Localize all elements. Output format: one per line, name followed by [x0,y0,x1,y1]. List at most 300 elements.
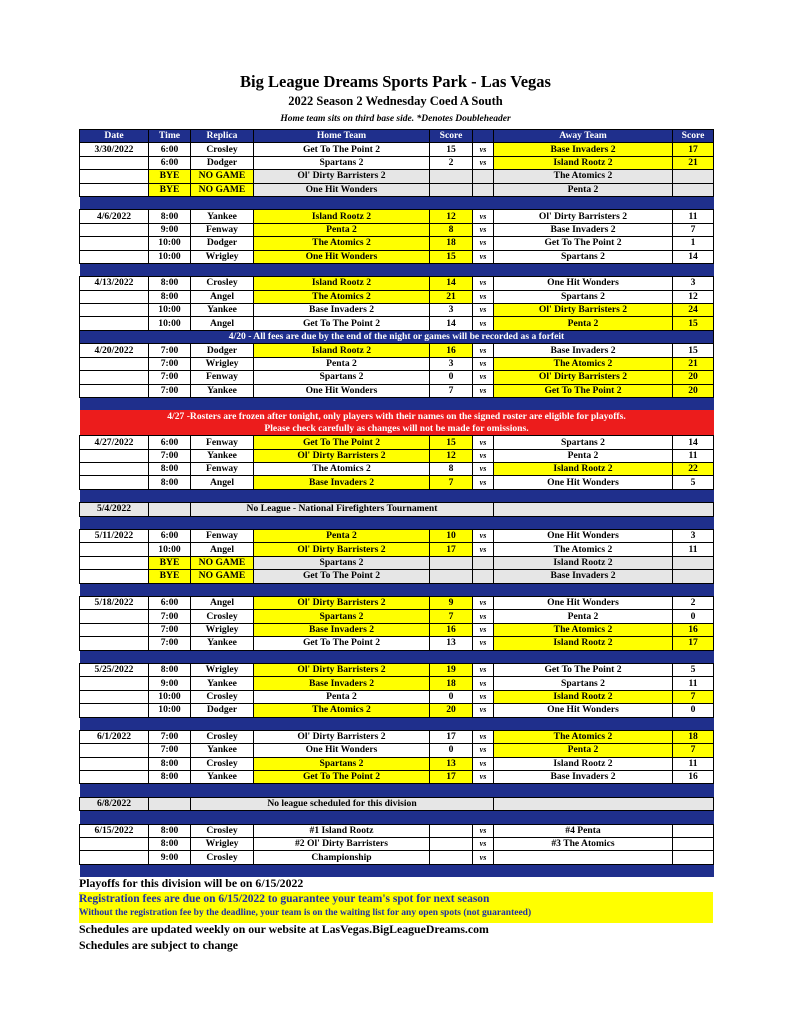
home-score-cell [430,570,473,583]
away-score-cell: 16 [673,623,714,636]
replica-cell: Wrigley [191,623,254,636]
vs-cell: vs [473,143,494,156]
divider-row [80,650,714,663]
vs-cell: vs [473,744,494,757]
vs-cell: vs [473,663,494,676]
vs-cell: vs [473,449,494,462]
notice-text: 4/20 - All fees are due by the end of the night or games will be recorded as a forfeit [80,330,714,344]
home-team-cell: Get To The Point 2 [254,143,430,156]
no-game-label: NO GAME [191,183,254,196]
home-score-cell: 18 [430,237,473,250]
home-team-cell: Island Rootz 2 [254,210,430,223]
time-cell: 10:00 [149,304,191,317]
time-cell: 8:00 [149,824,191,837]
time-cell: 8:00 [149,290,191,303]
game-row [80,371,714,384]
home-score-cell: 0 [430,744,473,757]
divider-row [80,263,714,276]
away-score-cell: 20 [673,371,714,384]
home-team-cell: Island Rootz 2 [254,277,430,290]
game-row [80,357,714,370]
replica-cell: Wrigley [191,357,254,370]
away-score-cell: 21 [673,156,714,169]
home-team-cell: Get To The Point 2 [254,637,430,650]
table-header-row [80,130,714,143]
away-team-cell: Penta 2 [494,317,673,330]
replica-cell: Angel [191,597,254,610]
empty-cell [149,503,191,516]
replica-cell: Angel [191,317,254,330]
empty-cell [494,503,714,516]
game-row [80,156,714,169]
time-cell: 7:00 [149,384,191,397]
divider-cell [80,263,714,276]
time-cell: 7:00 [149,637,191,650]
vs-cell: vs [473,223,494,236]
vs-cell: vs [473,757,494,770]
date-cell: 4/13/2022 [80,277,149,290]
replica-cell: Yankee [191,744,254,757]
date-cell [80,317,149,330]
date-cell [80,757,149,770]
date-cell [80,623,149,636]
game-row [80,250,714,263]
date-cell [80,704,149,717]
date-cell: 6/1/2022 [80,730,149,743]
home-team-cell: #2 Ol' Dirty Barristers [254,838,430,851]
divider-row [80,717,714,730]
replica-cell: Yankee [191,637,254,650]
vs-cell: vs [473,250,494,263]
away-score-cell: 14 [673,436,714,449]
away-score-cell [673,824,714,837]
away-team-cell: Island Rootz 2 [494,690,673,703]
away-score-cell: 12 [673,290,714,303]
replica-cell: Fenway [191,463,254,476]
away-score-cell: 5 [673,663,714,676]
game-row [80,463,714,476]
time-cell: 10:00 [149,250,191,263]
date-cell: 4/6/2022 [80,210,149,223]
replica-cell: Angel [191,543,254,556]
home-team-cell: Penta 2 [254,530,430,543]
home-score-cell [430,851,473,864]
home-score-cell: 18 [430,677,473,690]
date-cell: 5/25/2022 [80,663,149,676]
home-team-cell: Get To The Point 2 [254,317,430,330]
date-cell: 3/30/2022 [80,143,149,156]
divider-row [80,196,714,209]
home-score-cell: 14 [430,317,473,330]
replica-cell: Dodger [191,156,254,169]
home-team-cell: Ol' Dirty Barristers 2 [254,663,430,676]
home-score-cell: 7 [430,384,473,397]
away-score-cell: 11 [673,543,714,556]
vs-cell [473,556,494,569]
away-team-cell: Base Invaders 2 [494,143,673,156]
away-team-cell: Get To The Point 2 [494,237,673,250]
away-team-cell: Spartans 2 [494,677,673,690]
away-score-cell [673,570,714,583]
away-score-cell: 7 [673,690,714,703]
away-team-cell: Base Invaders 2 [494,570,673,583]
home-score-cell: 12 [430,210,473,223]
date-cell: 5/11/2022 [80,530,149,543]
date-cell [80,449,149,462]
vs-cell: vs [473,838,494,851]
divider-cell [80,650,714,663]
date-cell [80,637,149,650]
home-team-cell: Get To The Point 2 [254,570,430,583]
game-row [80,771,714,784]
away-score-cell: 20 [673,384,714,397]
home-team-cell: One Hit Wonders [254,250,430,263]
date-cell [80,304,149,317]
date-cell [80,556,149,569]
time-cell: 7:00 [149,449,191,462]
home-score-cell: 9 [430,597,473,610]
divider-cell [80,489,714,502]
replica-cell: Yankee [191,449,254,462]
game-row [80,704,714,717]
date-cell [80,156,149,169]
away-team-cell: One Hit Wonders [494,277,673,290]
divider-cell [80,516,714,529]
replica-cell: Crosley [191,277,254,290]
away-team-cell: The Atomics 2 [494,623,673,636]
home-team-cell: Penta 2 [254,357,430,370]
page-title: Big League Dreams Sports Park - Las Vegas [240,72,551,91]
time-cell: 6:00 [149,143,191,156]
divider-row [80,583,714,596]
divider-row [80,397,714,410]
game-row [80,690,714,703]
away-score-cell: 24 [673,304,714,317]
away-team-cell: Island Rootz 2 [494,556,673,569]
game-row [80,744,714,757]
away-team-cell: Ol' Dirty Barristers 2 [494,210,673,223]
replica-cell: Crosley [191,690,254,703]
home-score-cell [430,556,473,569]
vs-cell: vs [473,210,494,223]
col-header-replica: Replica [191,130,254,143]
home-team-cell: Penta 2 [254,690,430,703]
registration-note: Registration fees are due on 6/15/2022 to guarantee your team's spot for next season [79,893,490,905]
away-team-cell: Ol' Dirty Barristers 2 [494,304,673,317]
game-row [80,663,714,676]
away-score-cell: 15 [673,344,714,357]
vs-cell: vs [473,530,494,543]
time-cell: 6:00 [149,156,191,169]
subject-to-change-note: Schedules are subject to change [79,938,239,952]
vs-cell: vs [473,704,494,717]
away-score-cell: 11 [673,677,714,690]
home-team-cell: One Hit Wonders [254,183,430,196]
home-score-cell: 0 [430,690,473,703]
replica-cell: Fenway [191,371,254,384]
home-team-cell: The Atomics 2 [254,237,430,250]
date-cell [80,690,149,703]
away-score-cell: 11 [673,449,714,462]
date-cell: 5/4/2022 [80,503,149,516]
game-row [80,436,714,449]
no-game-label: NO GAME [191,570,254,583]
vs-cell: vs [473,344,494,357]
replica-cell: Crosley [191,610,254,623]
time-cell: 10:00 [149,543,191,556]
vs-cell: vs [473,677,494,690]
date-cell: 4/20/2022 [80,344,149,357]
home-score-cell [430,170,473,183]
home-team-cell: Spartans 2 [254,556,430,569]
replica-cell: Yankee [191,771,254,784]
home-team-cell: Spartans 2 [254,610,430,623]
away-team-cell: Base Invaders 2 [494,771,673,784]
home-score-cell: 10 [430,530,473,543]
page-subtitle: 2022 Season 2 Wednesday Coed A South [288,94,503,108]
vs-cell: vs [473,156,494,169]
col-header-time: Time [149,130,191,143]
vs-cell: vs [473,543,494,556]
game-row [80,543,714,556]
empty-cell [494,797,714,810]
away-team-cell: Island Rootz 2 [494,463,673,476]
vs-cell: vs [473,771,494,784]
game-row [80,824,714,837]
game-row [80,838,714,851]
time-cell: 10:00 [149,690,191,703]
away-score-cell: 5 [673,476,714,489]
vs-cell: vs [473,237,494,250]
home-team-cell: The Atomics 2 [254,463,430,476]
game-row [80,143,714,156]
vs-cell: vs [473,317,494,330]
home-team-cell: Penta 2 [254,223,430,236]
bye-label: BYE [149,183,191,196]
replica-cell: Yankee [191,384,254,397]
home-score-cell: 15 [430,436,473,449]
game-row [80,384,714,397]
vs-cell: vs [473,597,494,610]
date-cell [80,476,149,489]
vs-cell: vs [473,730,494,743]
replica-cell: Fenway [191,436,254,449]
vs-cell: vs [473,290,494,303]
vs-cell: vs [473,610,494,623]
away-team-cell: Spartans 2 [494,290,673,303]
home-score-cell [430,824,473,837]
time-cell: 8:00 [149,838,191,851]
game-row [80,637,714,650]
home-team-cell: Get To The Point 2 [254,436,430,449]
home-score-cell: 3 [430,357,473,370]
game-row [80,476,714,489]
home-team-cell: Ol' Dirty Barristers 2 [254,730,430,743]
replica-cell: Fenway [191,223,254,236]
away-team-cell: One Hit Wonders [494,476,673,489]
away-team-cell: Penta 2 [494,610,673,623]
home-score-cell: 2 [430,156,473,169]
home-team-cell: Spartans 2 [254,371,430,384]
away-score-cell: 3 [673,277,714,290]
home-score-cell: 21 [430,290,473,303]
home-score-cell: 17 [430,543,473,556]
col-header-home: Home Team [254,130,430,143]
bye-row [80,556,714,569]
replica-cell: Crosley [191,730,254,743]
away-team-cell: Ol' Dirty Barristers 2 [494,371,673,384]
away-score-cell: 17 [673,143,714,156]
away-score-cell: 1 [673,237,714,250]
divider-cell [80,717,714,730]
away-score-cell [673,183,714,196]
game-row [80,623,714,636]
date-cell: 5/18/2022 [80,597,149,610]
away-score-cell: 15 [673,317,714,330]
away-team-cell: Island Rootz 2 [494,156,673,169]
away-team-cell: One Hit Wonders [494,597,673,610]
date-cell [80,183,149,196]
date-cell: 4/27/2022 [80,436,149,449]
replica-cell: Wrigley [191,250,254,263]
home-team-cell: Base Invaders 2 [254,476,430,489]
date-cell [80,223,149,236]
alert-text: 4/27 -Rosters are frozen after tonight, only players with their names on the signed roster are eligible for playoffs. [80,410,714,423]
vs-cell: vs [473,304,494,317]
vs-cell: vs [473,436,494,449]
away-team-cell: #3 The Atomics [494,838,673,851]
vs-cell: vs [473,476,494,489]
away-score-cell: 18 [673,730,714,743]
bye-row [80,183,714,196]
replica-cell: Crosley [191,824,254,837]
home-score-cell: 0 [430,371,473,384]
replica-cell: Dodger [191,704,254,717]
away-score-cell [673,170,714,183]
away-team-cell: One Hit Wonders [494,704,673,717]
away-team-cell [494,851,673,864]
time-cell: 7:00 [149,357,191,370]
away-score-cell [673,838,714,851]
away-score-cell: 2 [673,597,714,610]
replica-cell: Crosley [191,757,254,770]
home-score-cell: 17 [430,730,473,743]
time-cell: 9:00 [149,677,191,690]
date-cell [80,677,149,690]
no-game-label: NO GAME [191,170,254,183]
replica-cell: Wrigley [191,663,254,676]
date-cell [80,170,149,183]
home-score-cell: 20 [430,704,473,717]
divider-row [80,784,714,797]
divider-cell [80,784,714,797]
home-score-cell: 7 [430,476,473,489]
bye-label: BYE [149,170,191,183]
no-league-row [80,797,714,810]
home-score-cell: 13 [430,637,473,650]
away-score-cell: 16 [673,771,714,784]
vs-cell: vs [473,690,494,703]
home-score-cell: 16 [430,344,473,357]
vs-cell: vs [473,277,494,290]
no-game-label: NO GAME [191,556,254,569]
home-team-cell: Ol' Dirty Barristers 2 [254,449,430,462]
vs-cell [473,570,494,583]
date-cell [80,610,149,623]
replica-cell: Dodger [191,237,254,250]
vs-cell: vs [473,384,494,397]
away-team-cell: The Atomics 2 [494,730,673,743]
col-header-home-score: Score [430,130,473,143]
time-cell: 8:00 [149,476,191,489]
alert-row [80,410,714,423]
away-score-cell: 11 [673,210,714,223]
time-cell: 8:00 [149,757,191,770]
replica-cell: Yankee [191,677,254,690]
game-row [80,304,714,317]
time-cell: 7:00 [149,344,191,357]
vs-cell: vs [473,357,494,370]
time-cell: 7:00 [149,730,191,743]
game-row [80,677,714,690]
vs-cell: vs [473,637,494,650]
replica-cell: Wrigley [191,838,254,851]
replica-cell: Crosley [191,143,254,156]
date-cell [80,463,149,476]
home-team-cell: Base Invaders 2 [254,677,430,690]
date-cell [80,744,149,757]
home-score-cell: 15 [430,143,473,156]
no-league-row [80,503,714,516]
bye-row [80,570,714,583]
date-cell: 6/8/2022 [80,797,149,810]
game-row [80,757,714,770]
replica-cell: Yankee [191,304,254,317]
vs-cell: vs [473,851,494,864]
away-team-cell: Base Invaders 2 [494,223,673,236]
vs-cell [473,170,494,183]
website-note: Schedules are updated weekly on our website at LasVegas.BigLeagueDreams.com [79,922,489,936]
vs-cell: vs [473,371,494,384]
home-team-cell: Championship [254,851,430,864]
col-header-date: Date [80,130,149,143]
home-score-cell: 15 [430,250,473,263]
schedule-table [79,129,714,877]
away-team-cell: Spartans 2 [494,250,673,263]
time-cell: 10:00 [149,237,191,250]
home-team-cell: Ol' Dirty Barristers 2 [254,543,430,556]
vs-cell: vs [473,824,494,837]
home-team-cell: Spartans 2 [254,757,430,770]
away-team-cell: Penta 2 [494,183,673,196]
time-cell: 7:00 [149,623,191,636]
home-score-cell [430,183,473,196]
game-row [80,290,714,303]
home-team-cell: Island Rootz 2 [254,344,430,357]
replica-cell: Yankee [191,210,254,223]
away-team-cell: Penta 2 [494,744,673,757]
home-team-cell: Base Invaders 2 [254,623,430,636]
away-team-cell: The Atomics 2 [494,357,673,370]
away-score-cell: 11 [673,757,714,770]
no-league-text: No league scheduled for this division [191,797,494,810]
home-score-cell: 8 [430,463,473,476]
time-cell: 7:00 [149,610,191,623]
playoffs-note: Playoffs for this division will be on 6/15/2022 [79,876,304,890]
home-score-cell: 13 [430,757,473,770]
away-score-cell: 7 [673,744,714,757]
home-score-cell: 12 [430,449,473,462]
